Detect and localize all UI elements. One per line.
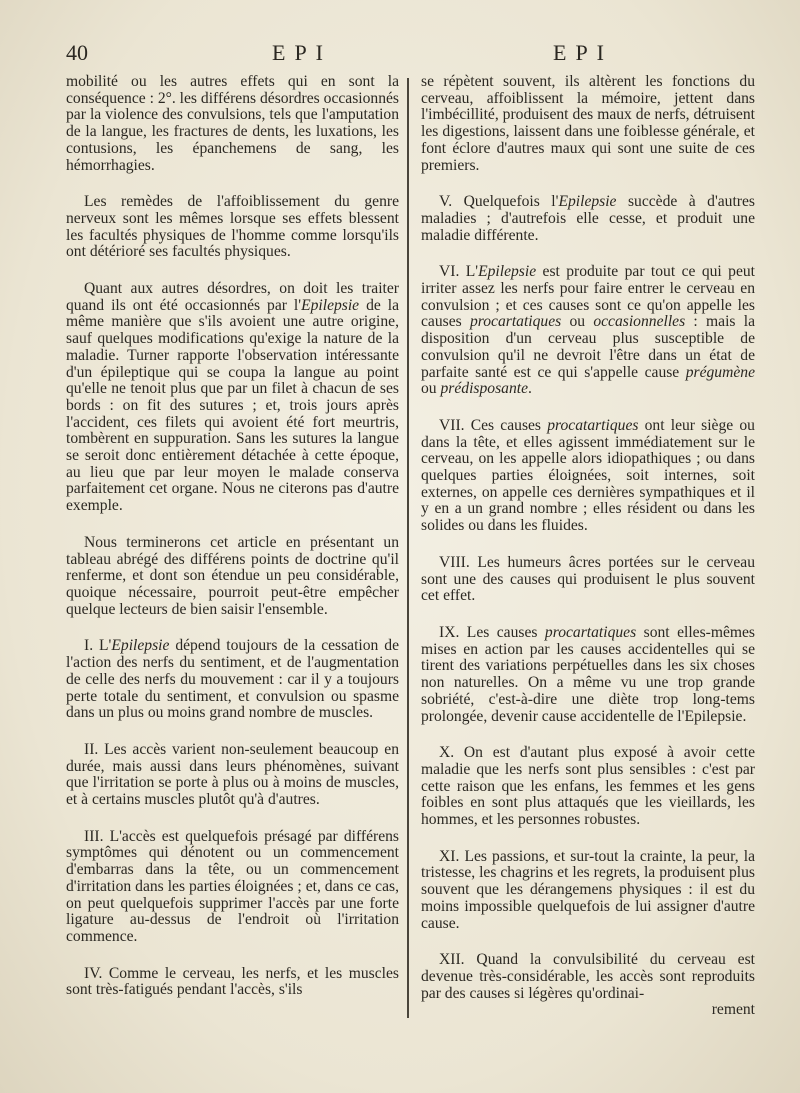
numbered-point: IX. Les causes procartatiques sont elles-mêmes mises en action par les causes accidentelles qui se tirent des variations perpétuelles dans les six choses non naturelles. On a même vu une trop grande sobriété, c'est-à-dire une diète trop long-tems prolongée, devenir cause accidentelle de l'Epilepsie.	[421, 623, 756, 725]
right-column	[421, 74, 755, 1019]
running-head-left: EPI	[272, 40, 332, 65]
numbered-point: X. On est d'autant plus exposé à avoir cette maladie que les nerfs sont plus sensibles : c'est par cette raison que les enfans, les femmes et les gens foibles en sont plus attaqués que les vieillards, les hommes, et les personnes robustes.	[421, 744, 755, 829]
numbered-point: XI. Les passions, et sur-tout la crainte, la peur, la tristesse, les chagrins et les regrets, la produisent plus souvent que les dérangemens physiques : il est du moins impossible quelquefois de lui assigner d'autre cause.	[421, 847, 755, 932]
paragraph: Nous terminerons cet article en présentant un tableau abrégé des différens points de doctrine qu'il renferme, et dont son étendue un peu considérable, quoique nécessaire, pourroit peut-être empêcher quelque lecteurs de bien saisir l'ensemble.	[66, 533, 399, 618]
paragraph: se répètent souvent, ils altèrent les fonctions du cerveau, affoiblissent la mémoire, jettent dans l'imbécillité, produisent des maux de nerfs, détruisent les digestions, laissent dans une foiblesse générale, et font éclore d'autres maux qui sont une suite de ces premiers.	[421, 73, 755, 174]
numbered-point: III. L'accès est quelquefois présagé par différens symptômes qui dénotent ou un commencement d'embarras dans la tête, ou un commencement d'irritation dans les parties éloignées ; et, dans ce cas, on peut quelquefois supprimer l'accès par une forte ligature au-dessus de l'endroit où l'irritation commence.	[66, 827, 399, 945]
numbered-point: IV. Comme le cerveau, les nerfs, et les muscles sont très-fatigués pendant l'accès, s'ils	[66, 964, 399, 999]
catchword: rement	[711, 1001, 755, 1019]
left-column	[66, 74, 399, 999]
paragraph: Quant aux autres désordres, on doit les traiter quand ils ont été occasionnés par l'Epilepsie de la même manière que s'ils avoient une autre origine, sauf quelques modifications qu'exige la nature de la maladie. Turner rapporte l'observation intéressante d'un épileptique qui se coupa la langue au point qu'elle ne tenoit plus que par un filet à chacun de ses bords : on fit des sutures ; et, trois jours après l'accident, ces filets qui avoient été fort meurtris, tombèrent en suppuration. Sans les sutures la langue se seroit donc entièrement détachée à cette époque, au lieu que par leur moyen le malade conserva parfaitement cet organe. Nous ne citerons pas d'autre exemple.	[66, 280, 399, 515]
numbered-point: VI. L'Epilepsie est produite par tout ce qui peut irriter assez les nerfs pour faire entrer le cerveau en convulsion ; et ces causes sont ce qu'on appelle les causes procartatiques ou occasionnelles : mais la disposition d'un cerveau plus susceptible de convulsion qu'il ne devroit l'être dans un état de parfaite santé est ce qui s'appelle cause prégumène ou prédisposante.	[421, 263, 755, 398]
numbered-point: VIII. Les humeurs âcres portées sur le cerveau sont une des causes qui produisent le plus souvent cet effet.	[421, 553, 755, 605]
numbered-point: XII. Quand la convulsibilité du cerveau est devenue très-considérable, les accès sont reproduits par des causes si légères qu'ordinai-	[421, 951, 755, 1002]
column-rule	[407, 78, 409, 1018]
paragraph: Les remèdes de l'affoiblissement du genre nerveux sont les mêmes lorsque ses effets blessent les facultés physiques de l'homme comme lorsqu'ils ont détérioré ses facultés physiques.	[66, 193, 399, 261]
numbered-point: VII. Ces causes procatartiques ont leur siège ou dans la tête, et elles agissent immédiatement sur le cerveau, on les appelle alors idiopathiques ; ou dans quelques parties éloignées, soit internes, soit externes, on appelle ces dernières sympathiques et il y en a un grand nombre ; elles résident ou dans les solides ou dans les fluides.	[421, 416, 755, 535]
numbered-point: I. L'Epilepsie dépend toujours de la cessation de l'action des nerfs du sentiment, et de l'augmentation de celle des nerfs du mouvement : car il y a toujours perte totale du sentiment, et convulsion ou spasme dans un plus ou moins grand nombre de muscles.	[66, 637, 400, 722]
running-head-right: EPI	[553, 40, 613, 65]
numbered-point: II. Les accès varient non-seulement beaucoup en durée, mais aussi dans leurs phénomènes, suivant que l'irritation se porte à plus ou à moins de muscles, et à certains muscles plutôt qu'à d'autres.	[66, 740, 399, 809]
numbered-point: V. Quelquefois l'Epilepsie succède à d'autres maladies ; d'autrefois elle cesse, et produit une maladie différente.	[421, 193, 755, 244]
paragraph: mobilité ou les autres effets qui en sont la conséquence : 2°. les différens désordres occasionnés par la violence des convulsions, tels que l'amputation de la langue, les fractures de dents, les luxations, les contusions, les épanchemens de sang, les hémorrhagies.	[66, 73, 399, 174]
page-header	[60, 40, 760, 74]
page-number: 40	[66, 40, 88, 65]
